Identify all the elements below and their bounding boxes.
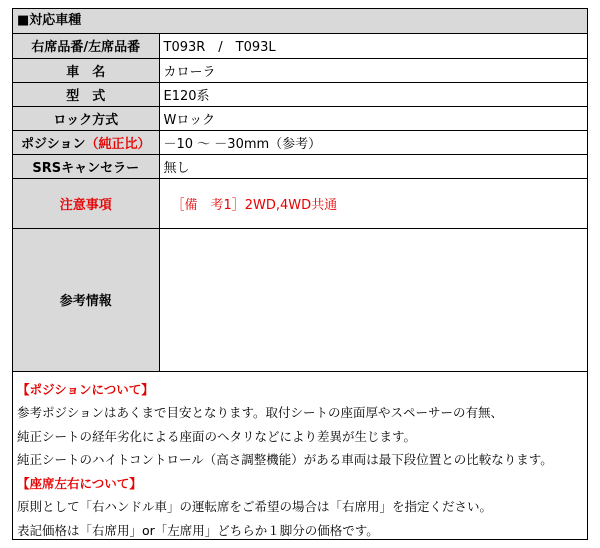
position-label-suffix: （純正比） <box>85 136 151 152</box>
srs-canceller-value: 無し <box>159 154 587 178</box>
lock-type-value: Wロック <box>159 106 587 130</box>
car-name-label: 車 名 <box>13 58 159 82</box>
table-row <box>13 154 587 178</box>
reference-info-label: 参考情報 <box>13 228 159 371</box>
table-row <box>13 228 587 371</box>
table-row <box>13 58 587 82</box>
table-row <box>13 106 587 130</box>
srs-canceller-label: SRSキャンセラー <box>13 154 159 178</box>
seat-note-line: 原則として「右ハンドル車」の運転席をご希望の場合は「右席用」を指定ください。 <box>17 499 493 514</box>
position-note-line: 純正シートのハイトコントロール（高さ調整機能）がある車両は最下段位置との比較なります。 <box>17 452 553 467</box>
table-row <box>13 82 587 106</box>
part-number-label: 右席品番/左席品番 <box>13 34 159 58</box>
caution-label: 注意事項 <box>13 178 159 228</box>
position-note-line: 純正シートの経年劣化による座面のヘタリなどにより差異が生じます。 <box>17 428 417 444</box>
spec-table <box>13 34 587 372</box>
model-code-label: 型 式 <box>13 82 159 106</box>
lock-type-label: ロック方式 <box>13 106 159 130</box>
part-number-value: T093R / T093L <box>159 34 587 58</box>
notes-section <box>13 372 587 543</box>
caution-value: ［備 考1］2WD,4WD共通 <box>159 178 587 228</box>
position-label <box>13 130 159 154</box>
model-code-value: E120系 <box>159 82 587 106</box>
position-value: －10 ～ －30mm（参考） <box>159 130 587 154</box>
position-label-text: ポジション <box>21 136 86 152</box>
position-note-line: 参考ポジションはあくまで目安となります。取付シートの座面厚やスペーサーの有無、 <box>17 405 503 420</box>
position-notes-heading: 【ポジションについて】 <box>17 381 154 397</box>
table-row <box>13 130 587 154</box>
table-row <box>13 178 587 228</box>
car-name-value: カローラ <box>159 58 587 82</box>
table-row <box>13 34 587 58</box>
seat-notes-heading: 【座席左右について】 <box>17 475 142 491</box>
reference-info-value <box>159 228 587 371</box>
section-title: ■対応車種 <box>13 9 587 34</box>
compatibility-sheet <box>12 8 588 540</box>
seat-note-line: 表記価格は「右席用」or「左席用」どちらか１脚分の価格です。 <box>17 522 379 538</box>
